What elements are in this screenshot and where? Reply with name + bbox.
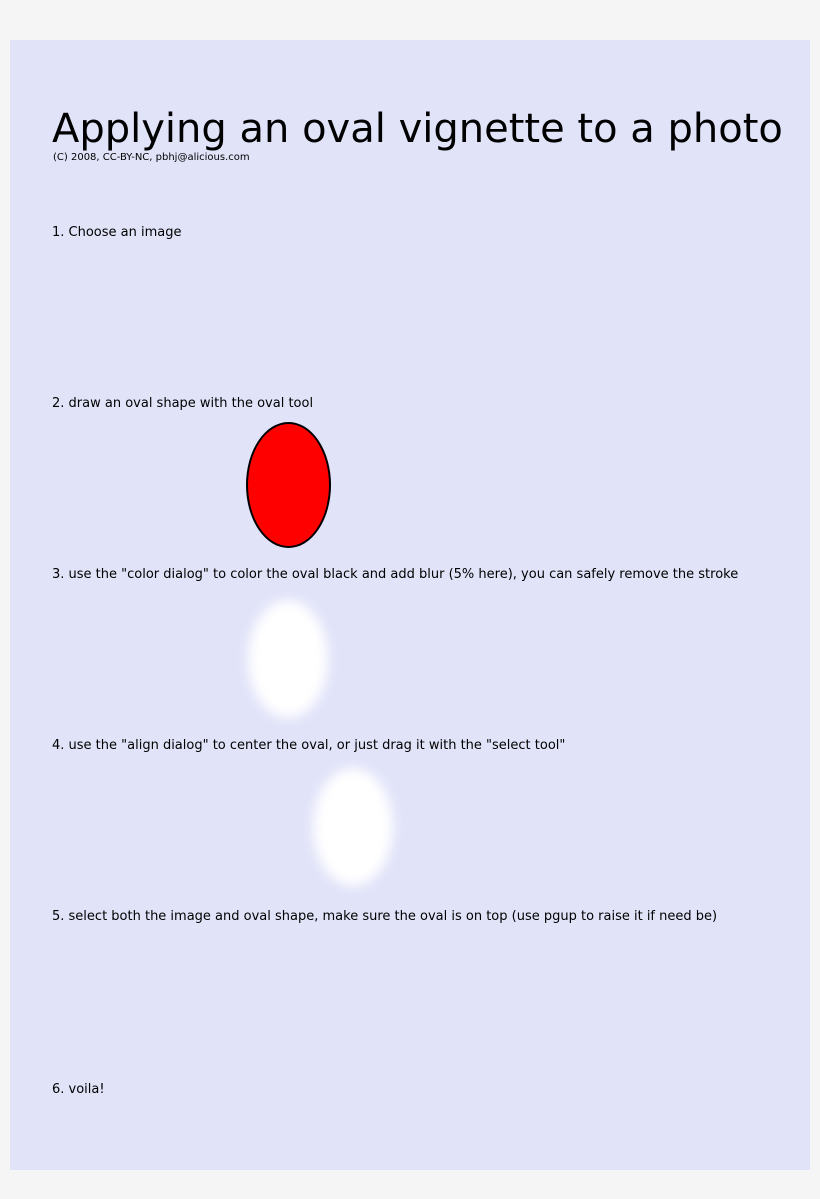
step-1: 1. Choose an image: [52, 225, 182, 240]
document-page: [10, 40, 810, 1170]
page-title: Applying an oval vignette to a photo: [52, 106, 783, 152]
blurred-oval-shape: [248, 600, 328, 718]
step-3: 3. use the "color dialog" to color the oval black and add blur (5% here), you can safely remove the stroke: [52, 567, 739, 582]
step-2: 2. draw an oval shape with the oval tool: [52, 396, 314, 411]
centered-blurred-oval-shape: [313, 768, 393, 886]
copyright-credit: (C) 2008, CC-BY-NC, pbhj@alicious.com: [53, 152, 250, 163]
step-4: 4. use the "align dialog" to center the oval, or just drag it with the "select tool": [52, 738, 566, 753]
step-6: 6. voila!: [52, 1082, 105, 1097]
red-oval-shape: [246, 422, 331, 548]
step-5: 5. select both the image and oval shape, make sure the oval is on top (use pgup to raise it if need be): [52, 909, 718, 924]
